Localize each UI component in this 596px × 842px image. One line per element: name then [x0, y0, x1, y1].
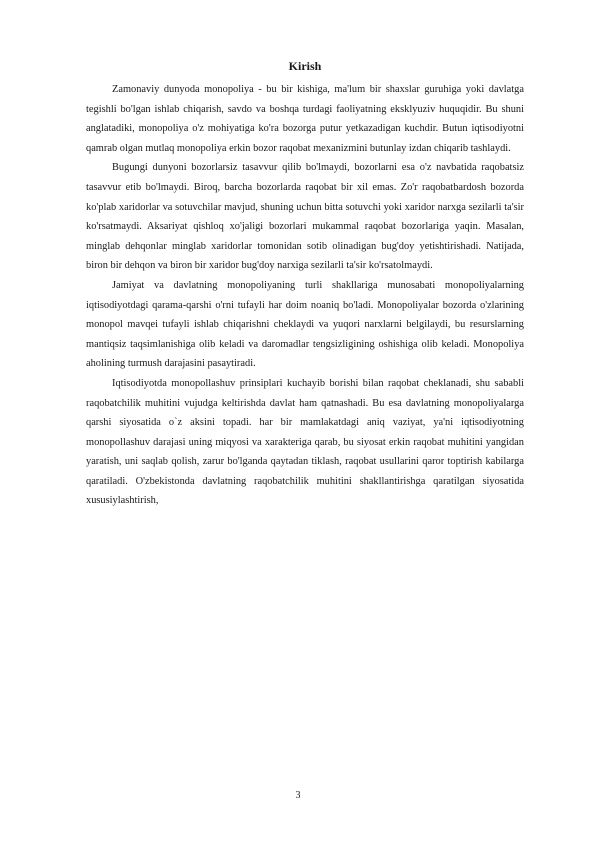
page-number: 3 — [295, 790, 301, 801]
page-content — [86, 58, 524, 511]
paragraph-4: Iqtisodiyotda monopollashuv prinsiplari kuchayib borishi bilan raqobat cheklanadi, shu sababli raqobatchilik muhitini vujudga keltirishda davlat ham qatnashadi. Bu esa davlatning monopoliyalarga qarshi siyosatida o`z aksini topadi. har bir mamlakatdagi aniq vaziyat, ya'ni iqtisodiyotning monopollashuv darajasi uning miqyosi va xarakteriga qarab, bu siyosat erkin raqobat muhitini yangidan yaratish, uni saqlab qolish, zarur bo'lganda qaytadan tiklash, raqobat usullarini qaror toptirish kabilarga qaratiladi. O'zbekistonda davlatning raqobatchilik muhitini shakllantirishga qaratilgan siyosatida xususiylashtirish, — [86, 377, 524, 507]
paragraph-3: Jamiyat va davlatning monopoliyaning turli shakllariga munosabati monopoliyalarning iqtisodiyotdagi qarama-qarshi o'rni tufayli har doim noaniq bo'ladi. Monopoliyalar bozorda o'zlarining monopol mavqei tufayli ishlab chiqarishni cheklaydi va yuqori narxlarni belgilaydi, bu resurslarning mantiqsiz taqsimlanishiga olib keladi va daromadlar tengsizligining oshishiga olib keladi. Monopoliya aholining turmush darajasini pasaytiradi. — [86, 279, 524, 370]
watermark — [0, 154, 60, 216]
paragraph-2: Bugungi dunyoni bozorlarsiz tasavvur qilib bo'lmaydi, bozorlarni esa o'z navbatida raqobatsiz tasavvur etib bo'lmaydi. Biroq, barcha bozorlarda raqobat bir xil emas. Zo'r raqobatbardosh bozorda ko'plab xaridorlar va sotuvchilar mavjud, shuning uchun bitta sotuvchi yoki xaridor narxga sezilarli ta'sir ko'rsatmaydi. Aksariyat qishloq xo'jaligi bozorlari mukammal raqobat bozorlariga yaqin. Masalan, minglab dehqonlar minglab xaridorlar tomonidan sotib olinadigan bug'doy yetishtirishadi. Natijada, biron bir dehqon va biron bir xaridor bug'doy narxiga sezilarli ta'sir ko'rsatolmaydi. — [86, 162, 524, 272]
section-heading: Kirish — [288, 59, 322, 73]
paragraph-1: Zamonaviy dunyoda monopoliya - bu bir kishiga, ma'lum bir shaxslar guruhiga yoki davlatga tegishli bo'lgan ishlab chiqarish, savdo va boshqa turdagi faoliyatning eksklyuziv huquqidir. Bu shuni anglatadiki, monopoliya o'z mohiyatiga ko'ra bozorga putur yetkazadigan kuchdir. Butun iqtisodiyotni qamrab olgan mutlaq monopoliya erkin bozor raqobat mexanizmini butunlay izdan chiqarib tashlaydi. — [86, 84, 524, 154]
